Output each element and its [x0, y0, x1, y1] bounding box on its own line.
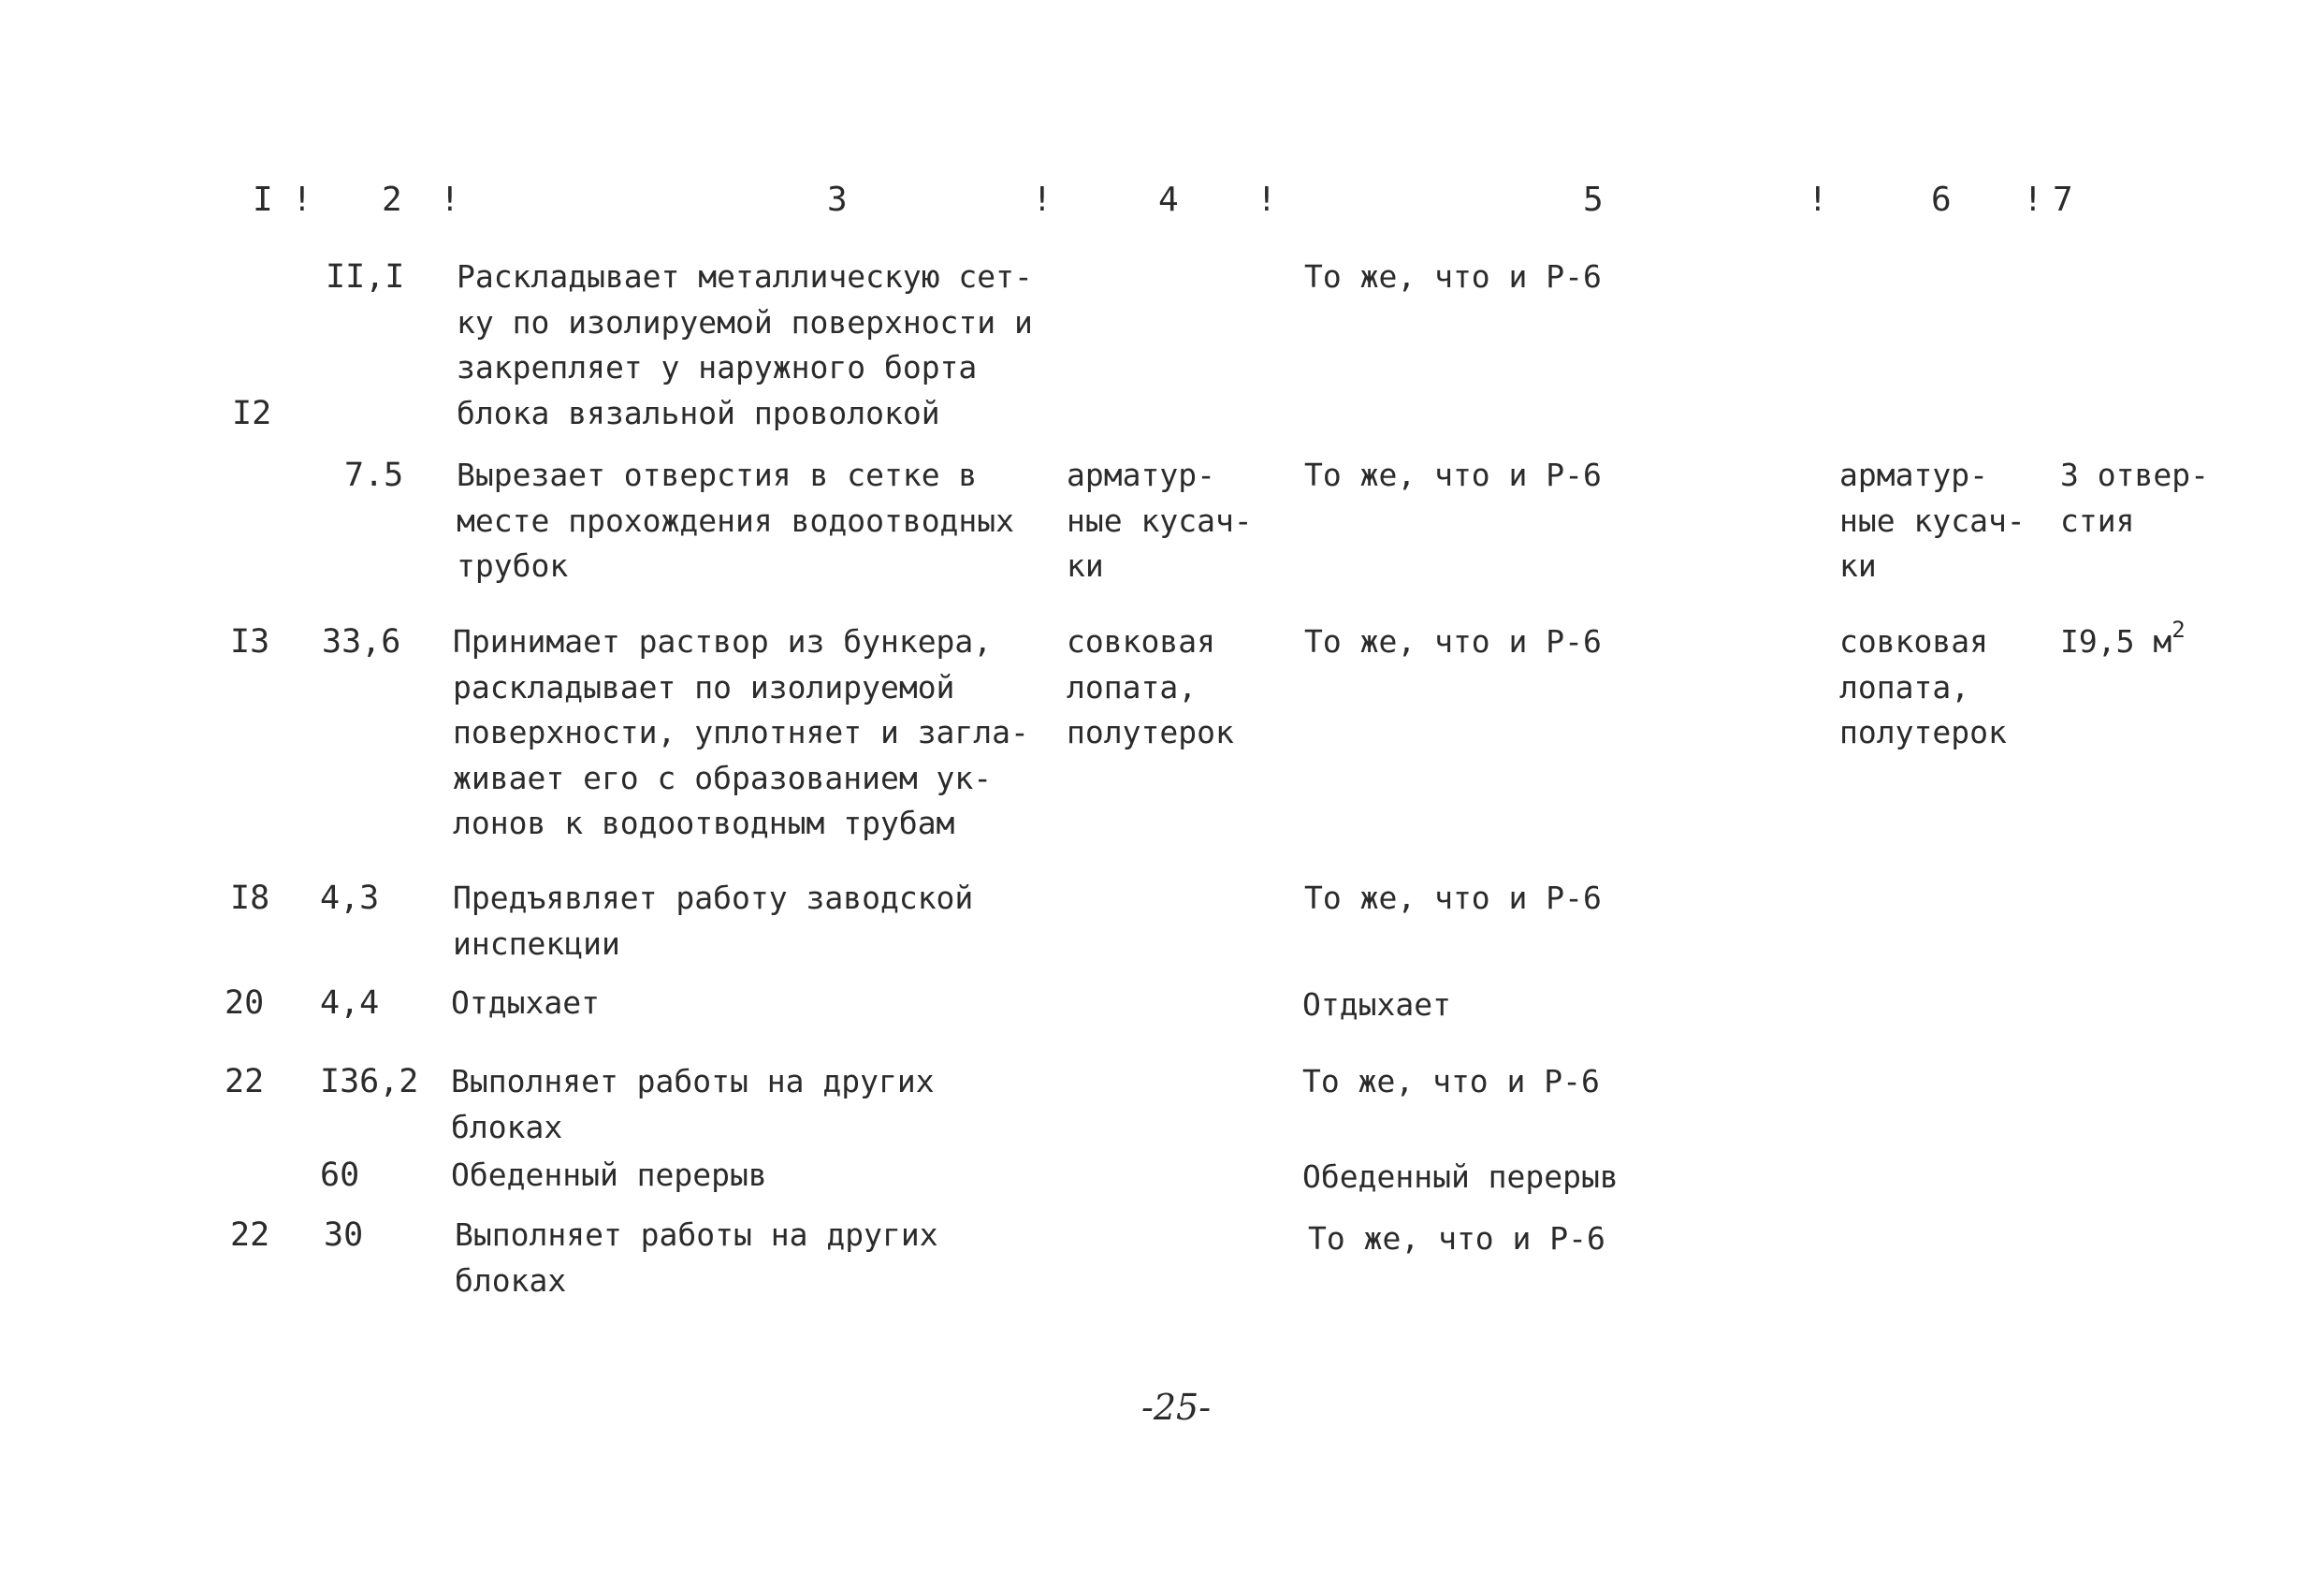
row-col7 — [2060, 619, 2186, 665]
header-separator: ! — [2023, 181, 2043, 219]
header-col-4: 4 — [1158, 181, 1179, 219]
row-number: I3 — [230, 623, 270, 661]
row-time: 4,3 — [320, 880, 380, 917]
row-col5: Обеденный перерыв — [1302, 1158, 1619, 1195]
header-col-3: 3 — [827, 181, 848, 219]
header-col-7: 7 — [2053, 181, 2073, 219]
row-number: I2 — [232, 395, 272, 432]
row-operation: Отдыхает — [451, 984, 600, 1021]
row-operation: Предъявляет работу заводской инспекции — [453, 880, 974, 962]
row-col5: То же, что и Р-6 — [1308, 1220, 1605, 1257]
row-time: 7.5 — [344, 457, 404, 494]
row-col6: арматур- ные кусач- ки — [1839, 457, 2026, 584]
row-time: 33,6 — [322, 623, 401, 661]
row-col5: То же, что и Р-6 — [1304, 258, 1602, 295]
row-tools: совковая лопата, полутерок — [1067, 623, 1234, 750]
row-col5: То же, что и Р-6 — [1302, 1063, 1600, 1099]
row-time: II,I — [326, 258, 405, 296]
row-col7: 3 отвер- стия — [2060, 457, 2209, 539]
header-col-6: 6 — [1931, 181, 1952, 219]
row-operation: Раскладывает металлическую сет- ку по изолируемой поверхности и закрепляет у наружного борта блока вязальной проволокой — [457, 258, 1033, 431]
row-operation: Принимает раствор из бункера, раскладывает по изолируемой поверхности, уплотняет и загла- живает его с образованием ук- лонов к водоотводным трубам — [453, 623, 1029, 841]
row-col6: совковая лопата, полутерок — [1839, 623, 2007, 750]
header-separator: ! — [440, 181, 460, 219]
row-number: I8 — [230, 880, 270, 917]
row-number: 20 — [225, 984, 265, 1022]
page-number: -25- — [1141, 1387, 1212, 1428]
row-operation: Выполняет работы на других блоках — [455, 1216, 938, 1299]
row-time: 60 — [320, 1157, 360, 1194]
header-col-5: 5 — [1583, 181, 1604, 219]
row-col7-value: I9,5 м — [2060, 623, 2172, 660]
header-separator: ! — [1032, 181, 1053, 219]
header-col-1: I — [253, 181, 273, 219]
row-col5: То же, что и Р-6 — [1304, 880, 1602, 916]
row-number: 22 — [225, 1063, 265, 1100]
header-separator: ! — [1256, 181, 1277, 219]
row-operation: Вырезает отверстия в сетке в месте прохождения водоотводных трубок — [457, 457, 1015, 584]
row-operation: Выполняет работы на других блоках — [451, 1063, 935, 1145]
row-col5: То же, что и Р-6 — [1304, 623, 1602, 660]
superscript: 2 — [2171, 617, 2186, 643]
row-operation: Обеденный перерыв — [451, 1157, 767, 1193]
row-time: I36,2 — [320, 1063, 419, 1100]
row-time: 4,4 — [320, 984, 380, 1022]
row-number: 22 — [230, 1216, 270, 1254]
header-separator: ! — [292, 181, 312, 219]
header-separator: ! — [1808, 181, 1828, 219]
row-col5: То же, что и Р-6 — [1304, 457, 1602, 493]
row-time: 30 — [324, 1216, 364, 1254]
row-tools: арматур- ные кусач- ки — [1067, 457, 1253, 584]
row-col5: Отдыхает — [1302, 986, 1451, 1023]
header-col-2: 2 — [382, 181, 402, 219]
